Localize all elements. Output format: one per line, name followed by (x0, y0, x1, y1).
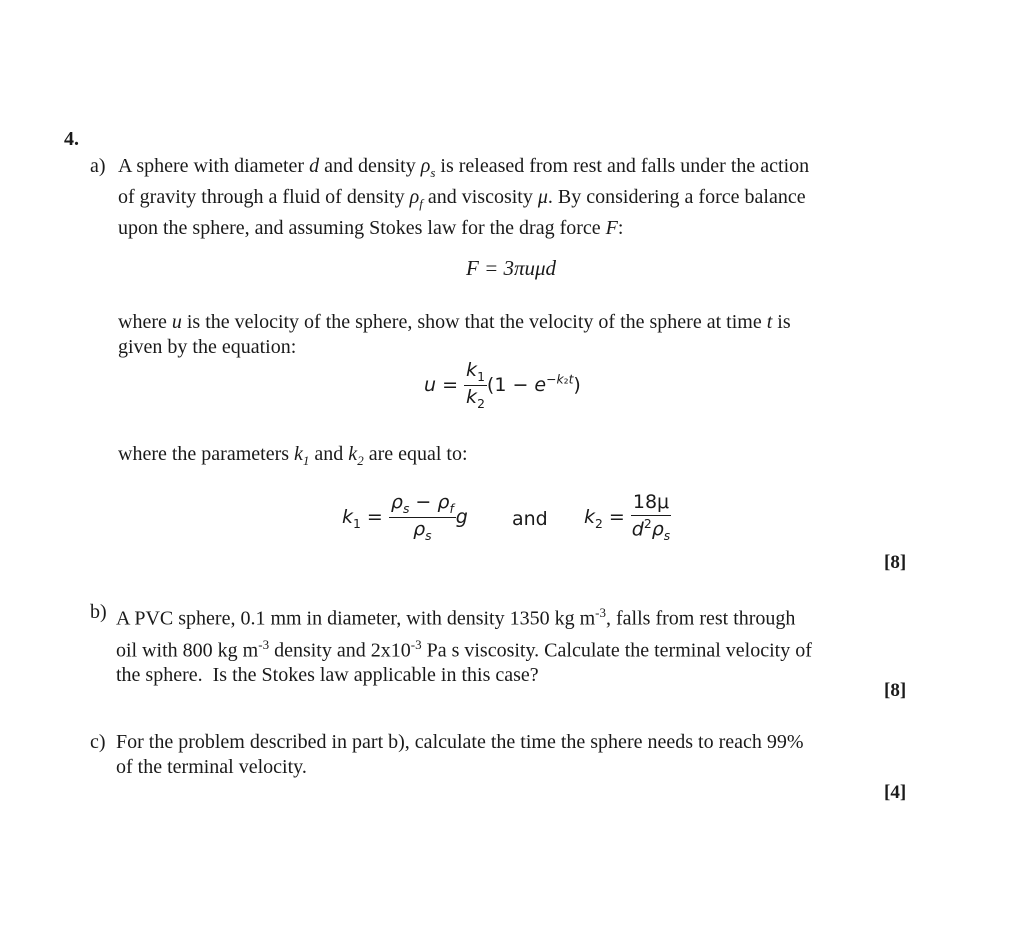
part-a-line-1: A sphere with diameter d and density $\rho_s$ is released from rest and falls under the action (118, 155, 810, 180)
question-number: 4. (64, 128, 79, 150)
k1-equation: $k_1$ = $\frac{\rho_s - \rho_f}{\rho_s}$ g (342, 491, 468, 543)
k2-equation: $k_2$ = $\frac{18\mu}{d^2\rho_s}$ (584, 491, 671, 543)
part-a-text-2 (118, 310, 791, 360)
part-c-text (116, 730, 804, 780)
part-c-line-1: For the problem described in part b), calculate the time the sphere needs to reach 99% (116, 731, 804, 753)
part-b-line-2: oil with 800 kg $m^{-3}$ density and $2x10^{-3}$ Pa s viscosity. Calculate the terminal velocity of (116, 636, 812, 662)
part-c-marks: [4] (884, 782, 907, 803)
part-a-text (118, 154, 809, 241)
k2-fraction: $\frac{18\mu}{d^2\rho_s}$ (631, 491, 671, 543)
stokes-equation: F = 3πuμd (466, 256, 557, 280)
part-b-line-3: the sphere. Is the Stokes law applicable in this case? (116, 664, 539, 687)
velocity-fraction: $\frac{k_1}{k_2}$ (466, 359, 485, 411)
part-b-marks: [8] (884, 680, 907, 701)
part-a-label: a) (90, 155, 106, 177)
part-b-line-1: A PVC sphere, 0.1 mm in diameter, with density 1350 kg $m^{-3}$, falls from rest through (116, 605, 796, 630)
k1-fraction: $\frac{\rho_s - \rho_f}{\rho_s}$ (390, 491, 454, 543)
part-a-line-4: where u is the velocity of the sphere, show that the velocity of the sphere at time t is (118, 311, 791, 333)
part-c-line-2: of the terminal velocity. (116, 756, 307, 778)
parameters-line: where the parameters $k_1$ and $k_2$ are equal to: (118, 443, 468, 468)
part-a-line-5: given by the equation: (118, 336, 297, 358)
part-b-text (116, 600, 812, 688)
part-c-label: c) (90, 731, 106, 753)
part-a-marks: [8] (884, 552, 907, 573)
part-a-line-2: of gravity through a fluid of density $\rho_f$ and viscosity μ. By considering a force balance (118, 186, 806, 211)
part-a-line-3: upon the sphere, and assuming Stokes law for the drag force F: (118, 217, 624, 239)
velocity-equation: u = $\frac{k_1}{k_2}$ $(1 - e^{-k_2t})$ (424, 359, 581, 411)
and-word: and (512, 508, 548, 530)
part-b-label: b) (90, 601, 107, 623)
